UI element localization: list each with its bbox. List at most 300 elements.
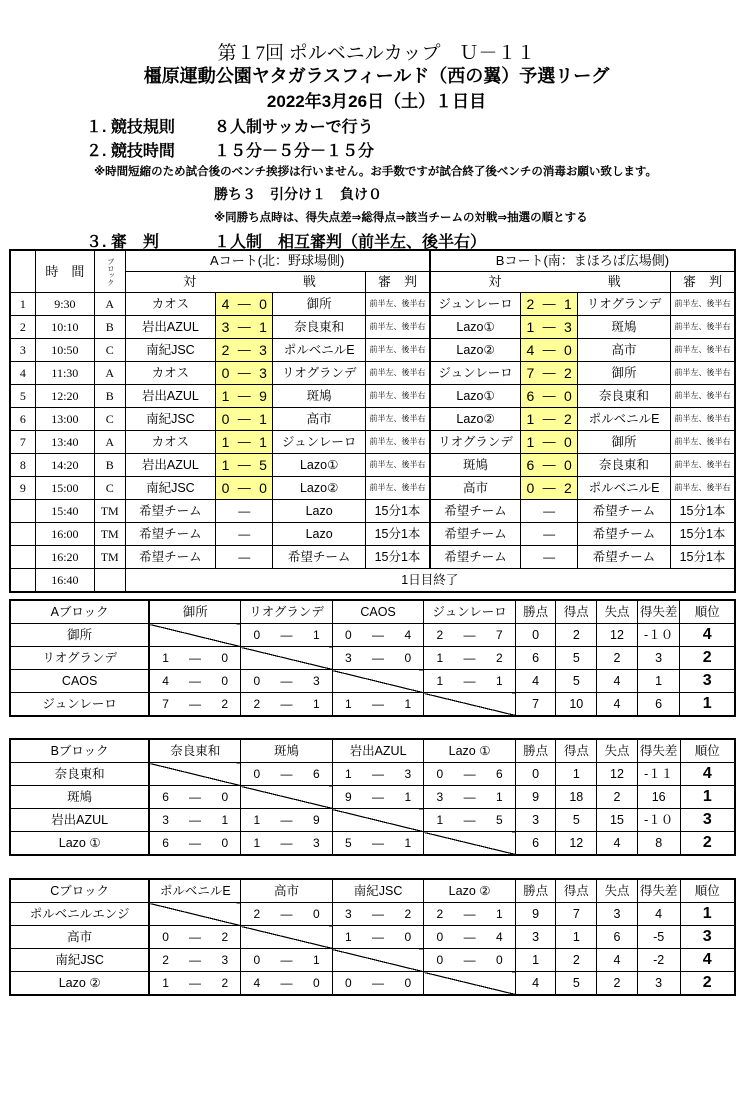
tournament-title: 第１7回 ポルベニルカップ Ｕ－１１ — [217, 43, 536, 64]
result-opp-goals: 6 — [484, 763, 516, 786]
notice-text: ※時間短縮のため試合後のベンチ挨拶は行いません。お手数ですが試合終了後ベンチの消毒お願い致します。 — [94, 166, 657, 178]
away-team-b: 希望チーム — [578, 523, 671, 546]
referee-b: 前半左、後半右 — [670, 339, 735, 362]
referee-b: 前半左、後半右 — [670, 431, 735, 454]
referee-a: 前半左、後半右 — [366, 316, 430, 339]
result-own-goals: 0 — [241, 763, 273, 786]
away-score-b: 2 — [559, 477, 578, 500]
result-separator: ― — [181, 786, 209, 809]
standings-row — [10, 903, 735, 926]
match-number: 9 — [10, 477, 35, 500]
score-separator: ― — [216, 500, 273, 523]
result-separator: ― — [181, 949, 209, 972]
block-name: Cブロック — [10, 879, 149, 903]
result-own-goals: 6 — [149, 832, 181, 856]
home-score-a: 0 — [216, 408, 235, 431]
team-goal-diff: -１１ — [637, 763, 680, 786]
away-team-a: Lazo① — [273, 454, 366, 477]
team-goal-diff: 1 — [637, 670, 680, 693]
team-points: 9 — [515, 786, 556, 809]
self-match-cell — [424, 972, 516, 996]
away-team-b: 奈良東和 — [578, 454, 671, 477]
result-separator: ― — [364, 693, 392, 717]
away-team-a: 斑鳩 — [273, 385, 366, 408]
result-opp-goals: 1 — [484, 670, 516, 693]
away-team-a: ジュンレーロ — [273, 431, 366, 454]
match-time: 10:10 — [35, 316, 94, 339]
home-score-b: 0 — [521, 477, 540, 500]
home-score-b: 1 — [521, 431, 540, 454]
match-time: 16:20 — [35, 546, 94, 569]
team-name: 斑鳩 — [10, 786, 149, 809]
rule-2 — [86, 138, 375, 161]
result-own-goals: 1 — [241, 809, 273, 832]
team-points: 9 — [515, 903, 556, 926]
team-points: 4 — [515, 670, 556, 693]
match-time: 12:20 — [35, 385, 94, 408]
home-team-b: Lazo① — [430, 385, 521, 408]
team-points: 0 — [515, 763, 556, 786]
result-opp-goals: 2 — [209, 693, 241, 717]
result-own-goals: 2 — [241, 693, 273, 717]
opponent-column-header: 南紀JSC — [332, 879, 424, 903]
opponent-column-header: 斑鳩 — [241, 739, 333, 763]
standings-header-row — [10, 879, 735, 903]
result-own-goals: 1 — [241, 832, 273, 856]
result-own-goals: 0 — [241, 624, 273, 647]
header-ref-b: 審 判 — [670, 272, 735, 293]
team-rank: 3 — [680, 926, 735, 949]
rule-3-label: ３. 審 判 — [86, 234, 159, 251]
score-separator: ― — [235, 293, 254, 316]
end-block-blank — [94, 569, 125, 593]
match-time: 10:50 — [35, 339, 94, 362]
team-goals-against: 2 — [597, 972, 638, 996]
result-separator: ― — [455, 809, 483, 832]
result-separator: ― — [364, 832, 392, 856]
result-opp-goals: 4 — [484, 926, 516, 949]
header-points: 勝点 — [515, 879, 556, 903]
away-score-a: 1 — [254, 431, 273, 454]
result-opp-goals: 0 — [392, 972, 424, 996]
result-separator: ― — [272, 624, 300, 647]
self-match-cell — [241, 647, 333, 670]
team-goal-diff: 4 — [637, 903, 680, 926]
team-rank: 4 — [680, 624, 735, 647]
header-block-label: ブロック — [106, 257, 114, 286]
team-points: 6 — [515, 647, 556, 670]
team-goals-for: 1 — [556, 763, 597, 786]
result-opp-goals: 1 — [392, 786, 424, 809]
result-own-goals: 4 — [149, 670, 181, 693]
referee-b: 前半左、後半右 — [670, 385, 735, 408]
home-team-a: 希望チーム — [125, 500, 216, 523]
header-goal-diff: 得失差 — [637, 739, 680, 763]
team-name: 岩出AZUL — [10, 809, 149, 832]
home-team-b: リオグランデ — [430, 431, 521, 454]
score-separator: ― — [540, 293, 559, 316]
result-separator: ― — [272, 949, 300, 972]
match-block: TM — [94, 500, 125, 523]
team-goal-diff: 3 — [637, 647, 680, 670]
match-length-b: 15分1本 — [670, 546, 735, 569]
team-goals-against: 12 — [597, 624, 638, 647]
match-block: C — [94, 339, 125, 362]
score-separator: ― — [540, 316, 559, 339]
home-score-b: 2 — [521, 293, 540, 316]
standings-row — [10, 670, 735, 693]
away-score-a: 3 — [254, 339, 273, 362]
rule-3-value: １人制 相互審判（前半左、後半右） — [214, 234, 487, 251]
home-score-b: 4 — [521, 339, 540, 362]
home-score-b: 7 — [521, 362, 540, 385]
away-team-b: リオグランデ — [578, 293, 671, 316]
standings-row — [10, 693, 735, 717]
home-team-b: 希望チーム — [430, 523, 521, 546]
standings-table-a — [9, 599, 736, 717]
standings-row — [10, 647, 735, 670]
team-points: 3 — [515, 809, 556, 832]
result-own-goals: 2 — [241, 903, 273, 926]
team-goals-for: 7 — [556, 903, 597, 926]
away-score-b: 2 — [559, 362, 578, 385]
result-separator: ― — [455, 624, 483, 647]
team-points: 4 — [515, 972, 556, 996]
team-rank: 3 — [680, 809, 735, 832]
standings-row — [10, 624, 735, 647]
self-match-cell — [332, 949, 424, 972]
result-opp-goals: 3 — [209, 949, 241, 972]
match-number: 4 — [10, 362, 35, 385]
away-team-b: ポルベニルE — [578, 477, 671, 500]
home-score-a: 0 — [216, 362, 235, 385]
home-score-b: 1 — [521, 316, 540, 339]
team-rank: 1 — [680, 693, 735, 717]
header-goals-against: 失点 — [597, 600, 638, 624]
home-team-b: Lazo② — [430, 339, 521, 362]
team-goals-against: 4 — [597, 693, 638, 717]
team-points: 1 — [515, 949, 556, 972]
match-time: 14:20 — [35, 454, 94, 477]
result-own-goals: 9 — [332, 786, 364, 809]
standings-table-c — [9, 878, 736, 996]
header-goals-for: 得点 — [556, 739, 597, 763]
away-team-a: 高市 — [273, 408, 366, 431]
team-name: ジュンレーロ — [10, 693, 149, 717]
home-team-b: Lazo① — [430, 316, 521, 339]
opponent-column-header: リオグランデ — [241, 600, 333, 624]
opponent-column-header: Lazo ① — [424, 739, 516, 763]
team-goal-diff: -5 — [637, 926, 680, 949]
result-separator: ― — [455, 949, 483, 972]
result-opp-goals: 3 — [301, 670, 333, 693]
result-opp-goals: 3 — [301, 832, 333, 856]
self-match-cell — [241, 926, 333, 949]
match-row — [10, 454, 735, 477]
away-team-a: ポルベニルE — [273, 339, 366, 362]
team-goal-diff: 3 — [637, 972, 680, 996]
referee-b: 前半左、後半右 — [670, 362, 735, 385]
team-goals-for: 1 — [556, 926, 597, 949]
team-goal-diff: 6 — [637, 693, 680, 717]
result-separator: ― — [272, 670, 300, 693]
referee-a: 前半左、後半右 — [366, 477, 430, 500]
team-goals-against: 15 — [597, 809, 638, 832]
home-team-a: 南紀JSC — [125, 339, 216, 362]
team-name: 奈良東和 — [10, 763, 149, 786]
self-match-cell — [149, 903, 241, 926]
match-number-blank — [10, 569, 35, 593]
points-rule: 勝ち３ 引分け１ 負け０ — [214, 186, 382, 202]
opponent-column-header: ポルベニルE — [149, 879, 241, 903]
result-own-goals: 3 — [332, 903, 364, 926]
away-team-b: 御所 — [578, 431, 671, 454]
team-rank: 2 — [680, 832, 735, 856]
away-score-b: 0 — [559, 385, 578, 408]
match-number: 5 — [10, 385, 35, 408]
result-own-goals: 0 — [241, 949, 273, 972]
home-team-b: 希望チーム — [430, 546, 521, 569]
team-rank: 2 — [680, 647, 735, 670]
team-goals-against: 3 — [597, 903, 638, 926]
result-own-goals: 0 — [424, 949, 456, 972]
rule-1-label: １. 競技規則 — [86, 119, 175, 136]
home-score-a: 4 — [216, 293, 235, 316]
venue-title: 橿原運動公園ヤタガラスフィールド（西の翼）予選リーグ — [143, 66, 610, 86]
header-time: 時 間 — [35, 250, 94, 293]
match-row — [10, 316, 735, 339]
result-separator: ― — [364, 972, 392, 996]
result-opp-goals: 7 — [484, 624, 516, 647]
home-score-a: 3 — [216, 316, 235, 339]
team-name: ポルベニルエンジ — [10, 903, 149, 926]
result-opp-goals: 0 — [209, 647, 241, 670]
header-rank: 順位 — [680, 600, 735, 624]
away-score-a: 0 — [254, 293, 273, 316]
result-separator: ― — [455, 903, 483, 926]
away-score-a: 1 — [254, 316, 273, 339]
result-separator: ― — [455, 647, 483, 670]
header-ref-a: 審 判 — [366, 272, 430, 293]
result-own-goals: 1 — [332, 693, 364, 717]
team-name: Lazo ② — [10, 972, 149, 996]
result-opp-goals: 0 — [209, 786, 241, 809]
match-block: B — [94, 385, 125, 408]
opponent-column-header: 御所 — [149, 600, 241, 624]
result-separator: ― — [364, 926, 392, 949]
away-score-b: 2 — [559, 408, 578, 431]
training-match-row — [10, 523, 735, 546]
standings-header-row — [10, 739, 735, 763]
result-separator: ― — [364, 647, 392, 670]
match-number: 7 — [10, 431, 35, 454]
home-score-b: 6 — [521, 454, 540, 477]
home-team-a: 南紀JSC — [125, 477, 216, 500]
team-goals-for: 18 — [556, 786, 597, 809]
result-opp-goals: 4 — [392, 624, 424, 647]
match-block: TM — [94, 523, 125, 546]
home-team-a: 岩出AZUL — [125, 454, 216, 477]
result-separator: ― — [272, 693, 300, 717]
team-points: 7 — [515, 693, 556, 717]
match-block: A — [94, 293, 125, 316]
match-time: 13:00 — [35, 408, 94, 431]
match-block: A — [94, 431, 125, 454]
result-own-goals: 1 — [424, 670, 456, 693]
self-match-cell — [332, 670, 424, 693]
result-opp-goals: 2 — [484, 647, 516, 670]
away-team-b: 希望チーム — [578, 546, 671, 569]
team-name: CAOS — [10, 670, 149, 693]
result-own-goals: 0 — [332, 972, 364, 996]
score-separator: ― — [235, 339, 254, 362]
score-separator: ― — [540, 408, 559, 431]
match-row — [10, 408, 735, 431]
match-number: 1 — [10, 293, 35, 316]
result-opp-goals: 1 — [301, 624, 333, 647]
result-opp-goals: 0 — [392, 647, 424, 670]
away-score-b: 0 — [559, 431, 578, 454]
match-number: 3 — [10, 339, 35, 362]
result-separator: ― — [455, 670, 483, 693]
result-separator: ― — [181, 972, 209, 996]
header-goals-for: 得点 — [556, 879, 597, 903]
standings-row — [10, 832, 735, 856]
referee-a: 前半左、後半右 — [366, 339, 430, 362]
opponent-column-header: ジュンレーロ — [424, 600, 516, 624]
result-separator: ― — [272, 903, 300, 926]
result-opp-goals: 1 — [484, 903, 516, 926]
opponent-column-header: 岩出AZUL — [332, 739, 424, 763]
end-time: 16:40 — [35, 569, 94, 593]
team-rank: 2 — [680, 972, 735, 996]
result-separator: ― — [181, 647, 209, 670]
team-goal-diff: 8 — [637, 832, 680, 856]
team-goals-for: 5 — [556, 972, 597, 996]
away-score-a: 9 — [254, 385, 273, 408]
standings-row — [10, 972, 735, 996]
match-block: B — [94, 316, 125, 339]
result-separator: ― — [455, 763, 483, 786]
result-own-goals: 3 — [424, 786, 456, 809]
away-score-a: 1 — [254, 408, 273, 431]
away-team-b: 高市 — [578, 339, 671, 362]
header-goals-against: 失点 — [597, 879, 638, 903]
opponent-column-header: CAOS — [332, 600, 424, 624]
team-goals-for: 10 — [556, 693, 597, 717]
referee-b: 前半左、後半右 — [670, 477, 735, 500]
score-separator: ― — [235, 431, 254, 454]
home-team-a: カオス — [125, 362, 216, 385]
standings-header-row — [10, 600, 735, 624]
score-separator: ― — [540, 339, 559, 362]
team-name: リオグランデ — [10, 647, 149, 670]
result-own-goals: 2 — [149, 949, 181, 972]
result-separator: ― — [181, 832, 209, 856]
match-length-a: 15分1本 — [366, 500, 430, 523]
match-number-blank — [10, 500, 35, 523]
result-opp-goals: 0 — [209, 832, 241, 856]
result-opp-goals: 0 — [209, 670, 241, 693]
away-score-b: 0 — [559, 339, 578, 362]
training-match-row — [10, 500, 735, 523]
referee-b: 前半左、後半右 — [670, 316, 735, 339]
home-score-a: 1 — [216, 454, 235, 477]
self-match-cell — [332, 809, 424, 832]
referee-b: 前半左、後半右 — [670, 454, 735, 477]
result-own-goals: 1 — [332, 763, 364, 786]
home-team-b: Lazo② — [430, 408, 521, 431]
referee-a: 前半左、後半右 — [366, 362, 430, 385]
result-separator: ― — [181, 670, 209, 693]
result-own-goals: 1 — [424, 809, 456, 832]
referee-b: 前半左、後半右 — [670, 293, 735, 316]
team-goal-diff: 16 — [637, 786, 680, 809]
result-opp-goals: 6 — [301, 763, 333, 786]
header-vs-b: 対 — [430, 272, 559, 293]
result-opp-goals: 1 — [484, 786, 516, 809]
match-number: 8 — [10, 454, 35, 477]
away-score-b: 1 — [559, 293, 578, 316]
team-points: 3 — [515, 926, 556, 949]
score-separator: ― — [216, 523, 273, 546]
result-own-goals: 6 — [149, 786, 181, 809]
match-row — [10, 293, 735, 316]
result-opp-goals: 0 — [484, 949, 516, 972]
home-team-b: 斑鳩 — [430, 454, 521, 477]
block-name: Aブロック — [10, 600, 149, 624]
away-team-a: 御所 — [273, 293, 366, 316]
referee-a: 前半左、後半右 — [366, 385, 430, 408]
home-team-a: 南紀JSC — [125, 408, 216, 431]
match-block: C — [94, 408, 125, 431]
match-number: 2 — [10, 316, 35, 339]
result-own-goals: 1 — [149, 647, 181, 670]
match-number: 6 — [10, 408, 35, 431]
score-separator: ― — [235, 477, 254, 500]
result-own-goals: 2 — [424, 624, 456, 647]
score-separator: ― — [235, 454, 254, 477]
score-separator: ― — [540, 477, 559, 500]
away-team-b: 斑鳩 — [578, 316, 671, 339]
result-own-goals: 1 — [149, 972, 181, 996]
match-time: 11:30 — [35, 362, 94, 385]
result-opp-goals: 1 — [301, 949, 333, 972]
standings-row — [10, 949, 735, 972]
header-vs-a: 対 — [125, 272, 254, 293]
away-score-b: 3 — [559, 316, 578, 339]
home-score-a: 1 — [216, 385, 235, 408]
match-row — [10, 362, 735, 385]
referee-a: 前半左、後半右 — [366, 431, 430, 454]
match-block: A — [94, 362, 125, 385]
result-own-goals: 5 — [332, 832, 364, 856]
result-opp-goals: 5 — [484, 809, 516, 832]
away-team-a: Lazo② — [273, 477, 366, 500]
match-number-blank — [10, 523, 35, 546]
match-number-blank — [10, 546, 35, 569]
standings-row — [10, 786, 735, 809]
match-time: 9:30 — [35, 293, 94, 316]
result-separator: ― — [455, 926, 483, 949]
training-match-row — [10, 546, 735, 569]
header-number-blank — [10, 250, 35, 293]
match-block: C — [94, 477, 125, 500]
block-name: Bブロック — [10, 739, 149, 763]
result-own-goals: 0 — [241, 670, 273, 693]
score-separator: ― — [521, 546, 578, 569]
team-goals-for: 5 — [556, 809, 597, 832]
